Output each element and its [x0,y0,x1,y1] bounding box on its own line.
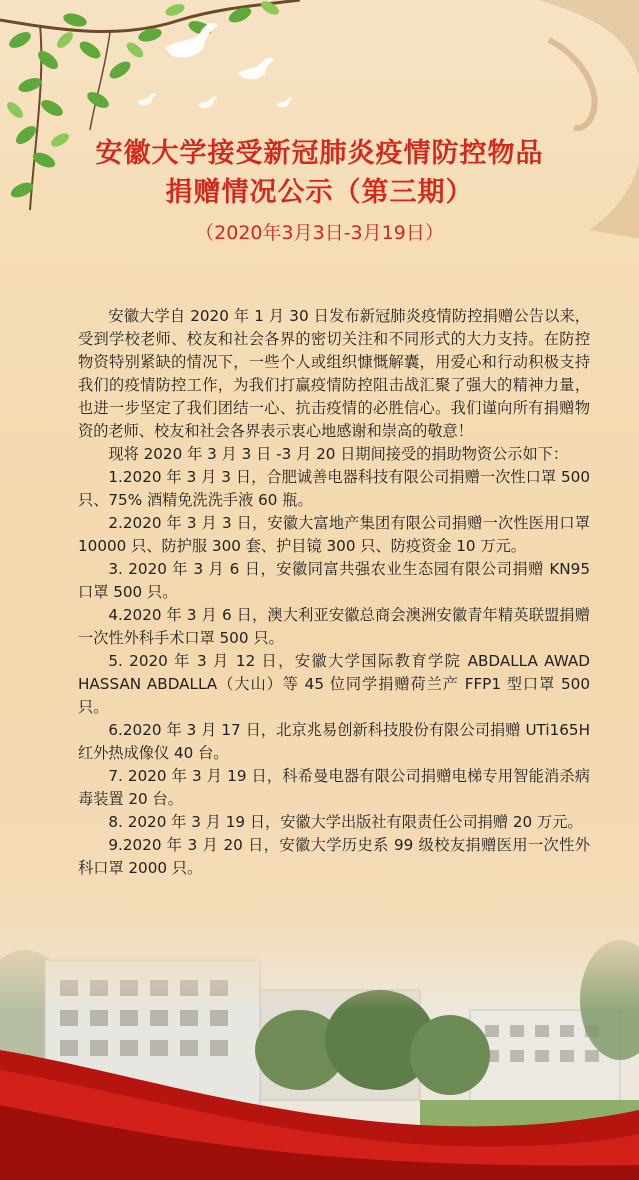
dove-icon [135,92,157,108]
donation-item: 2.2020 年 3 月 3 日，安徽大富地产集团有限公司捐赠一次性医用口罩 10000 只、防护服 300 套、护目镜 300 只、防疫资金 10 万元。 [78,514,590,555]
lead-paragraph: 现将 2020 年 3 月 3 日 -3 月 20 日期间接受的捐助物资公示如下： [108,445,569,463]
dove-icon [235,55,275,85]
announcement-body [78,305,590,880]
title-line-2: 捐赠情况公示（第三期） [165,177,474,208]
dove-icon [195,95,219,111]
donation-item: 5. 2020 年 3 月 12 日，安徽大学国际教育学院 ABDALLA AWAD HASSAN ABDALLA（大山）等 45 位同学捐赠荷兰产 FFP1 型口罩 500 只。 [78,652,590,716]
donation-item: 1.2020 年 3 月 3 日，合肥诚善电器科技有限公司捐赠一次性口罩 500 只、75% 酒精免洗洗手液 60 瓶。 [78,468,590,509]
campus-scene-decoration [0,920,639,1180]
dove-icon [275,96,293,110]
dove-icon [160,18,220,68]
donation-item: 7. 2020 年 3 月 19 日，科希曼电器有限公司捐赠电梯专用智能消杀病毒装置 20 台。 [78,767,590,808]
donation-item: 6.2020 年 3 月 17 日，北京兆易创新科技股份有限公司捐赠 UTi165H 红外热成像仪 40 台。 [78,721,590,762]
date-range: （2020年3月3日-3月19日） [195,222,444,244]
donation-item: 4.2020 年 3 月 6 日，澳大利亚安徽总商会澳洲安徽青年精英联盟捐赠一次性外科手术口罩 500 只。 [78,606,590,647]
donation-item: 3. 2020 年 3 月 6 日，安徽同富共强农业生态园有限公司捐赠 KN95 口罩 500 只。 [78,560,590,601]
donation-item: 9.2020 年 3 月 20 日，安徽大学历史系 99 级校友捐赠医用一次性外科口罩 2000 只。 [78,836,590,877]
title-line-1: 安徽大学接受新冠肺炎疫情防控物品 [95,138,544,169]
intro-paragraph: 安徽大学自 2020 年 1 月 30 日发布新冠肺炎疫情防控捐赠公告以来，受到学校老师、校友和社会各界的密切关注和不同形式的大力支持。在防控物资特别紧缺的情况下，一些个人或组织慷慨解囊，用爱心和行动积极支持我们的疫情防控工作，为我们打赢疫情防控阻击战汇聚了强大的精神力量，也进一步坚定了我们团结一心、抗击疫情的必胜信心。我们谨向所有捐赠物资的老师、校友和社会各界表示衷心地感谢和崇高的敬意！ [78,307,590,440]
donation-item: 8. 2020 年 3 月 19 日，安徽大学出版社有限责任公司捐赠 20 万元。 [108,813,583,831]
